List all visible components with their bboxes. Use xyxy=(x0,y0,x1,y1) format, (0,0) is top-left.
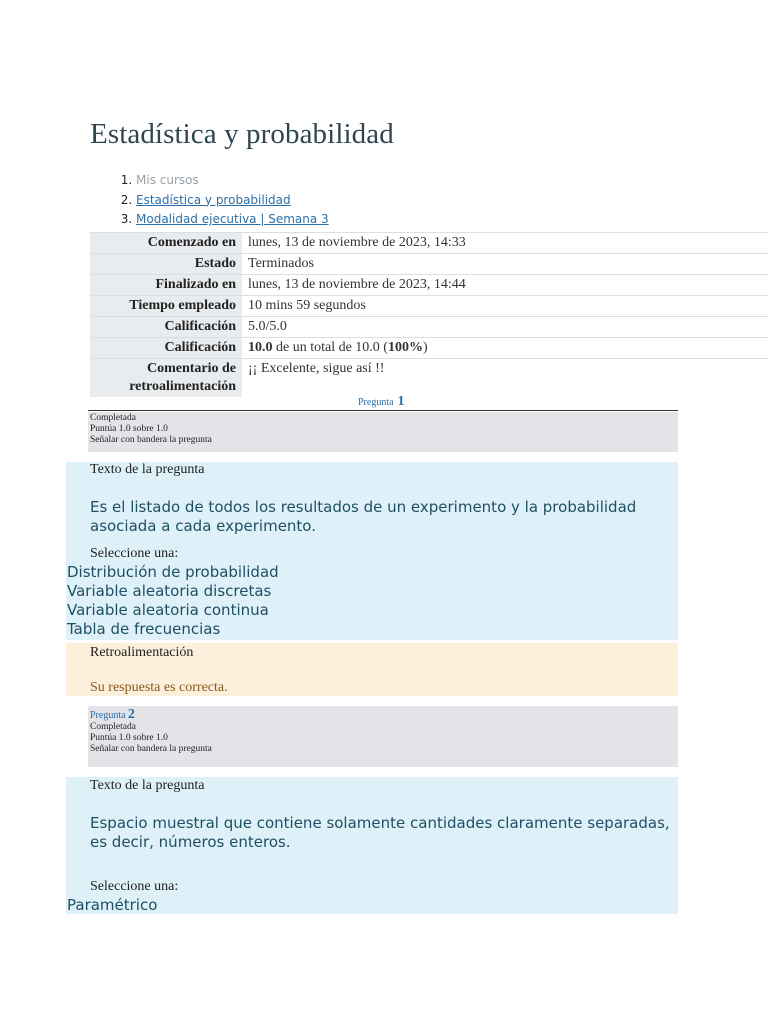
summary-value xyxy=(242,338,768,359)
breadcrumb-link[interactable]: Estadística y probabilidad xyxy=(136,192,291,207)
summary-value: 10 mins 59 segundos xyxy=(242,296,768,317)
summary-row-state xyxy=(90,254,768,275)
summary-row-time xyxy=(90,296,768,317)
answer-option[interactable]: Variable aleatoria discretas xyxy=(67,582,272,600)
select-one-label: Seleccione una: xyxy=(90,879,179,894)
question-text-label: Texto de la pregunta xyxy=(90,462,205,477)
question-text-label: Texto de la pregunta xyxy=(90,778,205,793)
question-score: Puntúa 1.0 sobre 1.0 xyxy=(90,424,168,434)
answer-options xyxy=(67,563,279,639)
question-number: 1 xyxy=(397,394,405,409)
question-status: Completada xyxy=(90,413,136,423)
question-number: 2 xyxy=(127,707,135,722)
answer-option[interactable]: Tabla de frecuencias xyxy=(67,620,221,638)
feedback-label-line2: retroalimentación xyxy=(129,379,236,394)
question-word: Pregunta xyxy=(358,397,394,408)
breadcrumb-item-my-courses[interactable] xyxy=(136,171,329,191)
select-one-label: Seleccione una: xyxy=(90,546,179,561)
question-2-info xyxy=(88,706,678,767)
question-text xyxy=(90,814,675,852)
summary-label: Calificación xyxy=(90,338,242,359)
divider xyxy=(88,410,678,411)
answer-option[interactable]: Variable aleatoria continua xyxy=(67,601,269,619)
feedback-text: Su respuesta es correcta. xyxy=(90,680,228,695)
summary-value: ¡¡ Excelente, sigue así !! xyxy=(242,359,768,398)
breadcrumb-link[interactable]: Modalidad ejecutiva | Semana 3 xyxy=(136,212,329,227)
question-text-line: asociada a cada experimento. xyxy=(90,517,316,535)
feedback-label: Retroalimentación xyxy=(90,645,194,660)
answer-options xyxy=(67,896,157,915)
attempt-summary-table xyxy=(90,232,768,397)
answer-option[interactable]: Paramétrico xyxy=(67,896,158,914)
summary-label: Tiempo empleado xyxy=(90,296,242,317)
summary-row-grade xyxy=(90,338,768,359)
flag-question-link[interactable]: Señalar con bandera la pregunta xyxy=(90,744,212,754)
question-1-heading xyxy=(358,392,405,410)
summary-label: Calificación xyxy=(90,317,242,338)
question-1-info xyxy=(88,412,678,452)
question-status: Completada xyxy=(90,722,136,732)
breadcrumb-label[interactable]: Mis cursos xyxy=(136,173,199,187)
summary-label xyxy=(90,359,242,398)
summary-value: Terminados xyxy=(242,254,768,275)
question-text-line: es decir, números enteros. xyxy=(90,833,291,851)
summary-label: Finalizado en xyxy=(90,275,242,296)
grade-percent: 100% xyxy=(387,340,423,355)
summary-row-started xyxy=(90,233,768,254)
summary-value: lunes, 13 de noviembre de 2023, 14:33 xyxy=(242,233,768,254)
grade-text-end: ) xyxy=(422,340,428,355)
question-word: Pregunta xyxy=(90,710,126,721)
summary-row-feedback xyxy=(90,359,768,398)
grade-score: 10.0 xyxy=(248,340,273,355)
breadcrumb xyxy=(100,171,329,230)
summary-value: 5.0/5.0 xyxy=(242,317,768,338)
summary-value: lunes, 13 de noviembre de 2023, 14:44 xyxy=(242,275,768,296)
question-text-line: Espacio muestral que contiene solamente cantidades claramente separadas, xyxy=(90,814,670,832)
summary-row-marks xyxy=(90,317,768,338)
summary-label: Estado xyxy=(90,254,242,275)
question-2-heading xyxy=(90,709,676,722)
breadcrumb-item-week[interactable] xyxy=(136,210,329,230)
flag-question-link[interactable]: Señalar con bandera la pregunta xyxy=(90,435,212,445)
feedback-label-line1: Comentario de xyxy=(146,361,236,376)
question-score: Puntúa 1.0 sobre 1.0 xyxy=(90,733,168,743)
summary-row-finished xyxy=(90,275,768,296)
answer-option[interactable]: Distribución de probabilidad xyxy=(67,563,279,581)
breadcrumb-item-course[interactable] xyxy=(136,191,329,211)
question-text-line: Es el listado de todos los resultados de un experimento y la probabilidad xyxy=(90,498,637,516)
summary-label: Comenzado en xyxy=(90,233,242,254)
question-text xyxy=(90,498,670,536)
grade-text: de un total de 10.0 ( xyxy=(272,340,388,355)
page-title: Estadística y probabilidad xyxy=(90,118,394,150)
